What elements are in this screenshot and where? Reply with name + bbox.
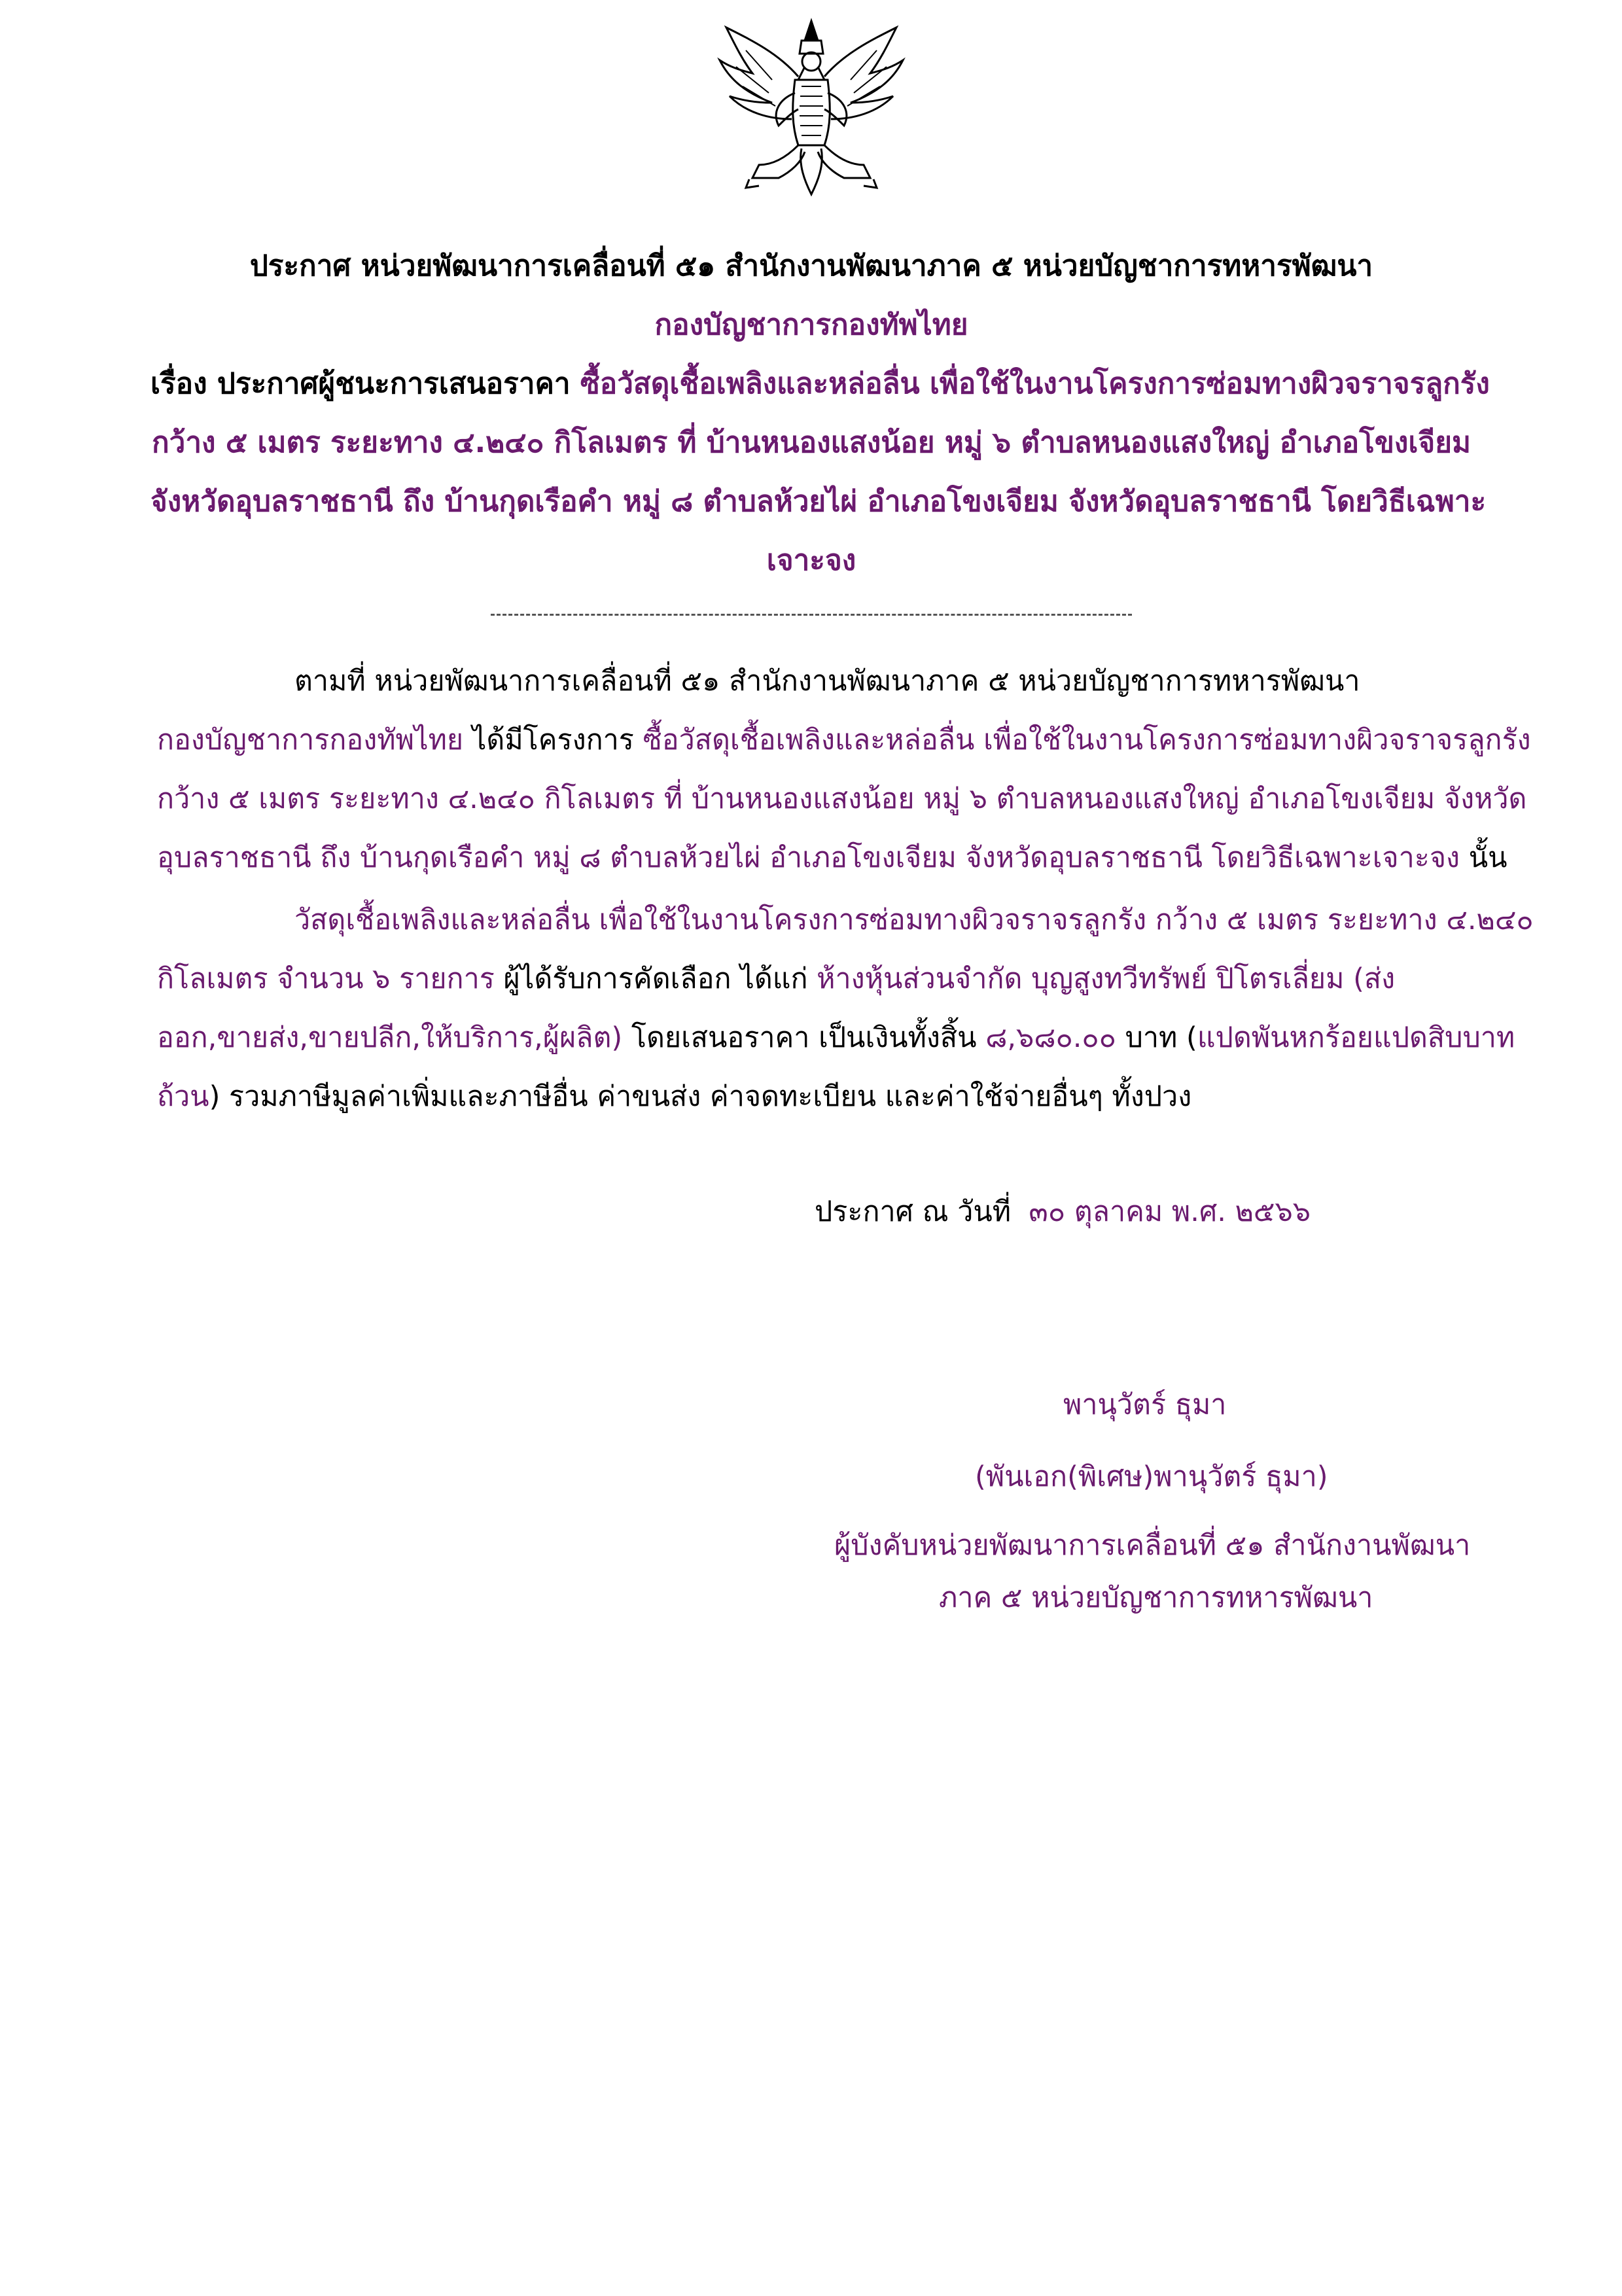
- project-location: อุบลราชธานี ถึง บ้านกุดเรือคำ หมู่ ๘ ตำบลห้วยไผ่ อำเภอโขงเจียม จังหวัดอุบลราชธานี โดยวิธีเฉพาะเจาะจง: [157, 841, 1460, 874]
- body-p2-line1: วัสดุเชื้อเพลิงและหล่อลื่น เพื่อใช้ในงานโครงการซ่อมทางผิวจราจรลูกรัง กว้าง ๕ เมตร ระยะทาง ๔.๒๔๐: [294, 904, 1534, 936]
- body-p2-text: ผู้ได้รับการคัดเลือก ได้แก่: [494, 963, 817, 995]
- body-p1-line4: [157, 834, 1507, 881]
- announcement-title-line1: ประกาศ หน่วยพัฒนาการเคลื่อนที่ ๕๑ สำนักงานพัฒนาภาค ๕ หน่วยบัญชาการทหารพัฒนา: [249, 249, 1373, 283]
- signer-name: (พันเอก(พิเศษ)พานุวัตร์ ธุมา): [975, 1460, 1328, 1493]
- divider: [491, 614, 1132, 616]
- price-words: แปดพันหกร้อยแปดสิบบาท: [1197, 1021, 1515, 1054]
- price-words-end: ถ้วน: [157, 1080, 209, 1113]
- date-value: ๓๐ ตุลาคม พ.ศ. ๒๕๖๖: [1029, 1195, 1311, 1228]
- subject-prefix: เรื่อง ประกาศผู้ชนะการเสนอราคา: [150, 367, 571, 400]
- announcement-title-line2: กองบัญชาการกองทัพไทย: [654, 308, 968, 342]
- subject-line2: กว้าง ๕ เมตร ระยะทาง ๔.๒๔๐ กิโลเมตร ที่ บ้านหนองแสงน้อย หมู่ ๖ ตำบลหนองแสงใหญ่ อำเภอโขงเจียม: [151, 426, 1471, 459]
- body-p2-baht: บาท (: [1116, 1021, 1197, 1054]
- body-p2-line2: [157, 955, 1395, 1002]
- winner-name: ห้างหุ้นส่วนจำกัด บุญสูงทวีทรัพย์ ปิโตรเลี่ยม (ส่ง: [817, 963, 1396, 995]
- item-count: กิโลเมตร จำนวน ๖ รายการ: [157, 963, 495, 995]
- body-p1-line1: ตามที่ หน่วยพัฒนาการเคลื่อนที่ ๕๑ สำนักงานพัฒนาภาค ๕ หน่วยบัญชาการทหารพัฒนา: [294, 665, 1360, 698]
- body-p2-line4: [157, 1073, 1191, 1120]
- project-name: ซื้อวัสดุเชื้อเพลิงและหล่อลื่น เพื่อใช้ในงานโครงการซ่อมทางผิวจราจรลูกรัง: [643, 724, 1531, 756]
- garuda-emblem: [707, 14, 916, 204]
- signature: พานุวัตร์ ธุมา: [1063, 1388, 1227, 1421]
- date-prefix: ประกาศ ณ วันที่: [815, 1195, 1012, 1228]
- signer-position-line2: ภาค ๕ หน่วยบัญชาการทหารพัฒนา: [939, 1581, 1373, 1614]
- body-p2-price-label: โดยเสนอราคา เป็นเงินทั้งสิ้น: [622, 1021, 986, 1054]
- body-p2-tax: ) รวมภาษีมูลค่าเพิ่มและภาษีอื่น ค่าขนส่ง ค่าจดทะเบียน และค่าใช้จ่ายอื่นๆ ทั้งปวง: [209, 1080, 1192, 1113]
- subject-line4: เจาะจง: [766, 544, 856, 577]
- announcement-date: [815, 1191, 1311, 1233]
- winner-type: ออก,ขายส่ง,ขายปลีก,ให้บริการ,ผู้ผลิต): [157, 1021, 623, 1054]
- body-p2-line3: [157, 1014, 1515, 1061]
- body-p1-line3: กว้าง ๕ เมตร ระยะทาง ๔.๒๔๐ กิโลเมตร ที่ บ้านหนองแสงน้อย หมู่ ๖ ตำบลหนองแสงใหญ่ อำเภอโขงเจียม จังหวัด: [157, 783, 1527, 815]
- signer-position-line1: ผู้บังคับหน่วยพัฒนาการเคลื่อนที่ ๕๑ สำนักงานพัฒนา: [834, 1529, 1471, 1562]
- subject-line1: [150, 363, 1490, 405]
- body-p1-line2: [157, 716, 1531, 764]
- subject-line3: จังหวัดอุบลราชธานี ถึง บ้านกุดเรือคำ หมู่ ๘ ตำบลห้วยไผ่ อำเภอโขงเจียม จังหวัดอุบลราชธานี โดยวิธีเฉพาะ: [150, 485, 1487, 518]
- org-name: กองบัญชาการกองทัพไทย: [157, 724, 464, 756]
- price-amount: ๘,๖๘๐.๐๐: [985, 1021, 1116, 1054]
- subject-text-1: ซื้อวัสดุเชื้อเพลิงและหล่อลื่น เพื่อใช้ในงานโครงการซ่อมทางผิวจราจรลูกรัง: [580, 367, 1490, 400]
- body-p1-text: ได้มีโครงการ: [463, 724, 643, 756]
- body-p1-end: นั้น: [1460, 841, 1507, 874]
